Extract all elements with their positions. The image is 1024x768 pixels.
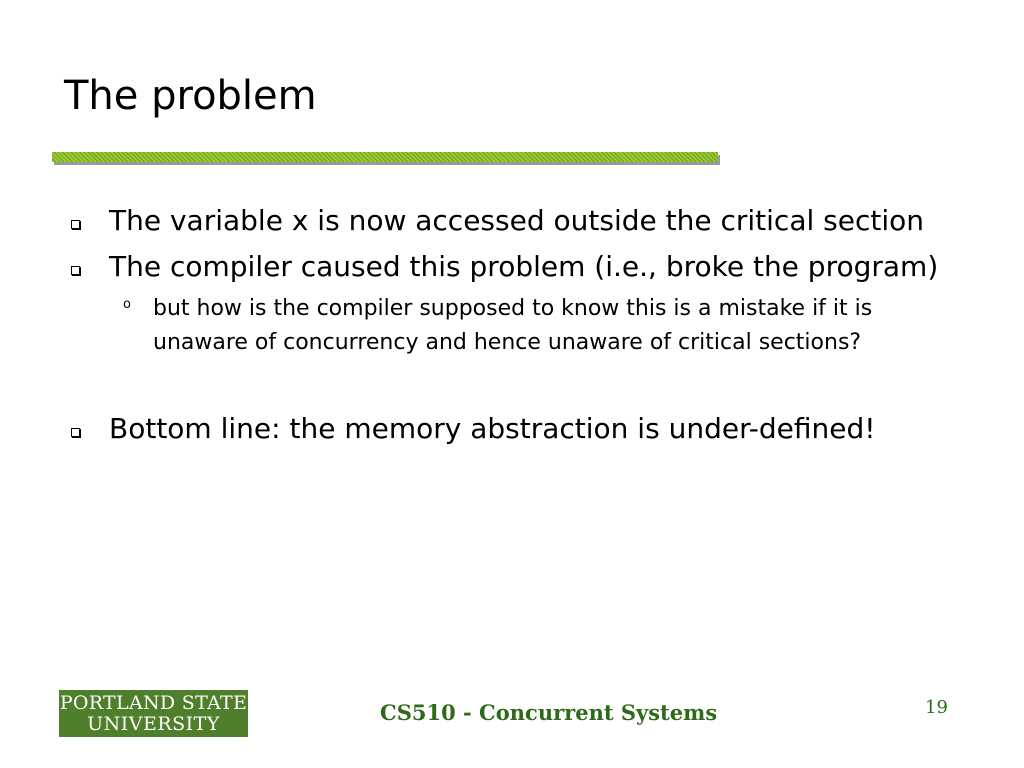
logo-line-1: PORTLAND STATE — [59, 692, 248, 714]
course-footer: CS510 - Concurrent Systems — [380, 700, 718, 725]
page-number: 19 — [925, 697, 948, 718]
title-underline — [52, 152, 718, 162]
bullet-item — [70, 200, 970, 241]
bullet-list — [70, 200, 970, 454]
slide-title: The problem — [64, 73, 317, 119]
bullet-text: The variable x is now accessed outside the critical section — [109, 204, 924, 237]
bullet-text: The compiler caused this problem (i.e., broke the program) — [109, 250, 939, 283]
bullet-item — [70, 408, 970, 449]
logo-line-2: UNIVERSITY — [87, 713, 220, 735]
university-logo — [59, 690, 248, 737]
circle-bullet-icon: o — [123, 297, 131, 312]
bullet-text: Bottom line: the memory abstraction is under-defined! — [109, 412, 876, 445]
sub-bullet-item — [70, 292, 970, 360]
sub-bullet-text: but how is the compiler supposed to know this is a mistake if it is unaware of concurrency and hence unaware of critical sections? — [153, 296, 873, 355]
square-bullet-icon — [71, 266, 80, 275]
bullet-item — [70, 246, 970, 287]
square-bullet-icon — [71, 220, 80, 229]
square-bullet-icon — [71, 428, 80, 437]
